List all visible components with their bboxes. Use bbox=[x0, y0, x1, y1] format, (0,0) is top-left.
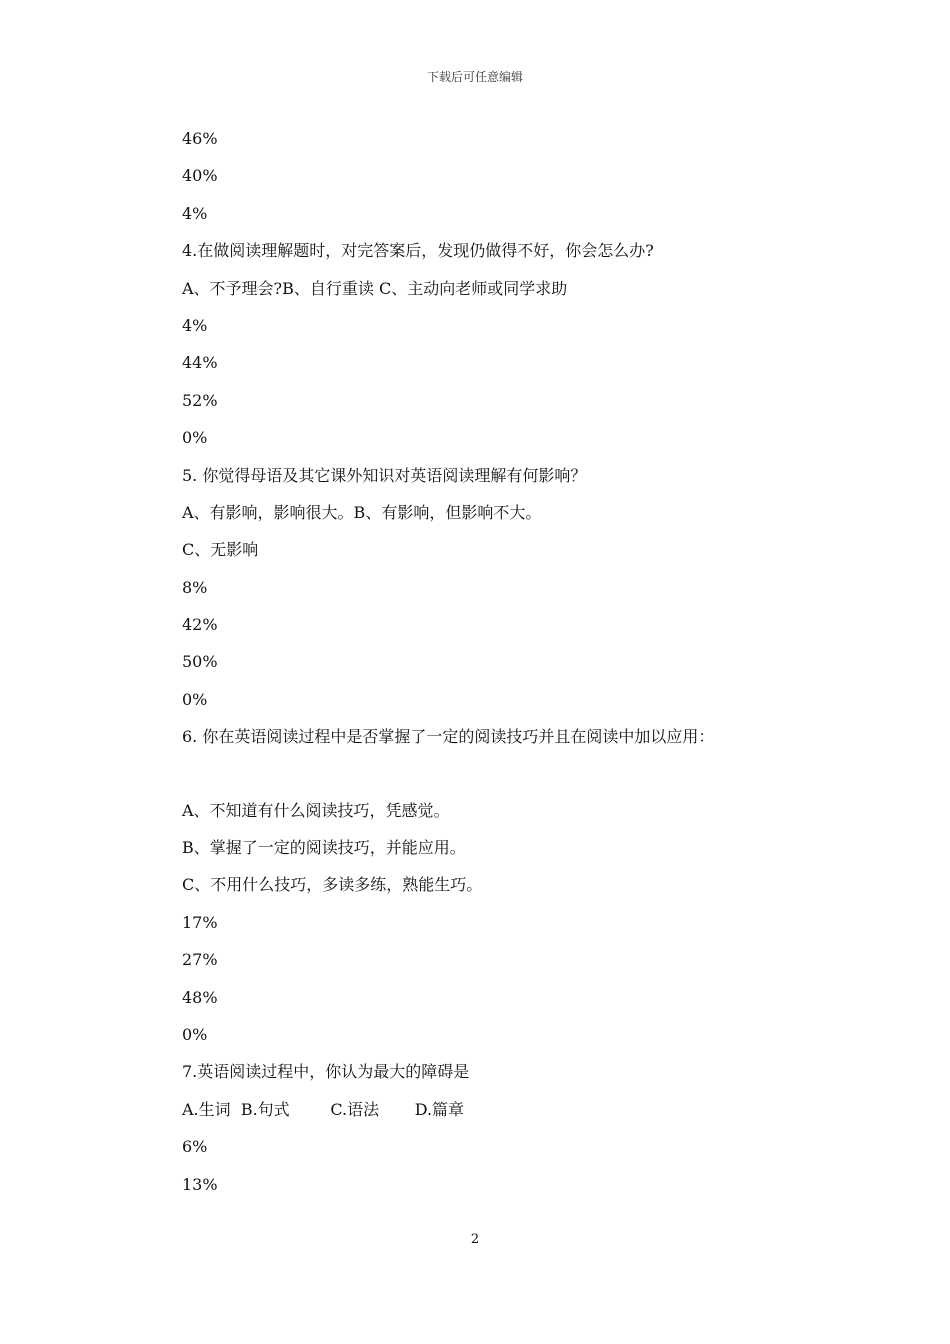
text-line: 13% bbox=[182, 1174, 218, 1194]
text-line: 0% bbox=[182, 1024, 208, 1044]
document-body bbox=[182, 126, 862, 1209]
text-line: 8% bbox=[182, 577, 208, 597]
text-line: 46% bbox=[182, 129, 218, 148]
question-5-option-c: C、无影响 bbox=[182, 540, 259, 560]
question-6-text: 6. 你在英语阅读过程中是否掌握了一定的阅读技巧并且在阅读中加以应用： bbox=[182, 727, 715, 747]
question-6-option-b: B、掌握了一定的阅读技巧，并能应用。 bbox=[182, 838, 466, 858]
text-line: 48% bbox=[182, 987, 218, 1007]
text-line: 0% bbox=[182, 428, 208, 448]
question-4-options: A、不予理会?B、自行重读 C、主动向老师或同学求助 bbox=[182, 278, 568, 298]
text-line: 40% bbox=[182, 166, 218, 186]
text-line: 50% bbox=[182, 652, 218, 672]
text-line: 44% bbox=[182, 353, 218, 373]
blank-line bbox=[182, 762, 862, 798]
question-7-options: A.生词 B.句式 C.语法 D.篇章 bbox=[182, 1099, 465, 1119]
question-5-options: A、有影响，影响很大。B、有影响，但影响不大。 bbox=[182, 502, 542, 522]
text-line: 6% bbox=[182, 1137, 208, 1157]
page-header: 下载后可任意编辑 bbox=[426, 70, 523, 84]
page-number: 2 bbox=[470, 1232, 480, 1247]
text-line: 27% bbox=[182, 950, 218, 970]
text-line: 4% bbox=[182, 203, 208, 223]
text-line: 42% bbox=[182, 615, 218, 635]
text-line: 52% bbox=[182, 390, 218, 410]
question-6-option-c: C、不用什么技巧，多读多练，熟能生巧。 bbox=[182, 875, 483, 895]
question-6-option-a: A、不知道有什么阅读技巧，凭感觉。 bbox=[182, 800, 450, 820]
text-line: 0% bbox=[182, 689, 208, 709]
text-line: 4% bbox=[182, 315, 208, 335]
question-4-text: 4.在做阅读理解题时，对完答案后，发现仍做得不好，你会怎么办? bbox=[182, 241, 654, 261]
question-5-text: 5. 你觉得母语及其它课外知识对英语阅读理解有何影响？ bbox=[182, 465, 587, 485]
question-7-text: 7.英语阅读过程中，你认为最大的障碍是 bbox=[182, 1062, 470, 1082]
text-line: 17% bbox=[182, 912, 218, 932]
